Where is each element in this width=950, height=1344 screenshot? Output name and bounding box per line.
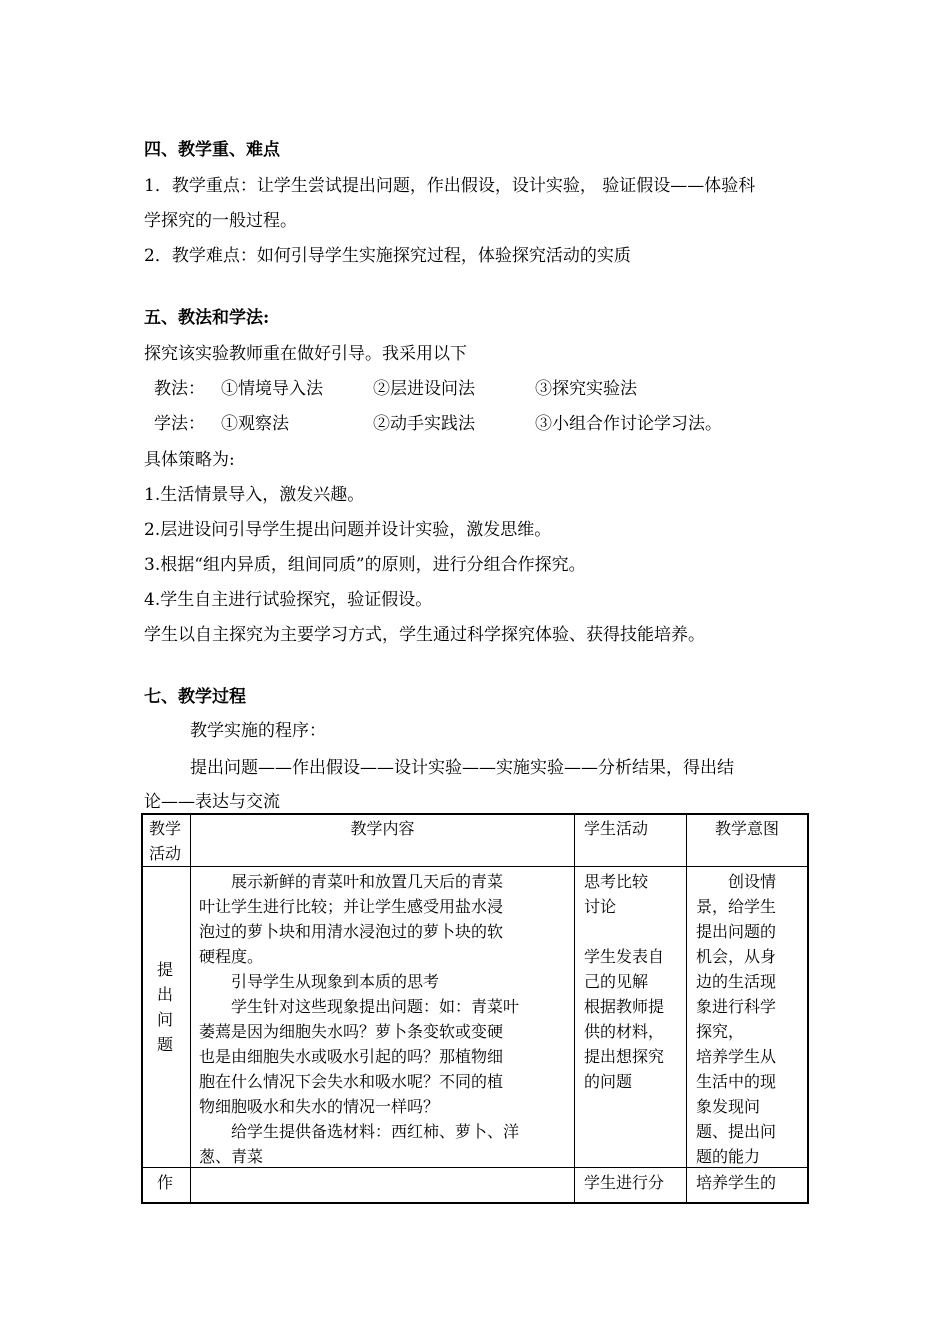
row1-content-line: 物细胞吸水和失水的情况一样吗？	[199, 1097, 440, 1116]
header-student: 学生活动	[584, 819, 649, 838]
row1-intent-line: 边的生活现	[696, 972, 777, 991]
learning-method-3: ③小组合作讨论学习法。	[535, 414, 722, 434]
row1-intent-line: 提出问题的	[696, 922, 777, 941]
header-activity-line-2: 活动	[149, 844, 182, 863]
teaching-method-3: ③探究实验法	[535, 379, 637, 399]
learning-method-1: ①观察法	[221, 414, 289, 434]
header-activity	[149, 816, 181, 866]
row1-content-line: 展示新鲜的青菜叶和放置几天后的青菜	[199, 872, 504, 891]
row1-intent-line: 创设情	[696, 872, 777, 891]
row1-intent	[696, 869, 776, 1169]
table-col-divider-3	[686, 813, 687, 1204]
row1-student-line: 供的材料，	[584, 1022, 665, 1041]
row1-content-line: 葱、青菜	[199, 1147, 264, 1166]
row2-student: 学生进行分	[584, 1173, 665, 1192]
row1-content-line: 胞在什么情况下会失水和吸水呢？不同的植	[199, 1072, 504, 1091]
table-border-top	[141, 813, 809, 815]
row1-student-bottom	[584, 944, 664, 1094]
row1-intent-line: 题的能力	[696, 1147, 761, 1166]
row1-student-line: 学生发表自	[584, 947, 665, 966]
row1-intent-line: 象发现问	[696, 1097, 761, 1116]
row1-activity-char: 出	[157, 985, 174, 1004]
methods-summary: 学生以自主探究为主要学习方式，学生通过科学探究体验、获得技能培养。	[144, 625, 705, 645]
teaching-methods-label: 教法：	[154, 379, 205, 399]
row1-intent-line: 象进行科学	[696, 997, 777, 1016]
teaching-method-2: ②层进设问法	[373, 379, 475, 399]
procedure-line-2: 论——表达与交流	[144, 792, 280, 812]
process-table	[141, 813, 809, 1204]
row1-activity-char: 题	[157, 1035, 174, 1054]
table-border-left	[141, 813, 143, 1204]
row1-student-line: 提出想探究	[584, 1047, 665, 1066]
table-border-right	[807, 813, 809, 1204]
row1-intent-line: 题、提出问	[696, 1122, 777, 1141]
key-point-line-1: 1．教学重点：让学生尝试提出问题，作出假设，设计实验， 验证假设——体验科	[144, 176, 756, 196]
section-7-title: 七、教学过程	[144, 687, 246, 707]
header-intent: 教学意图	[714, 819, 779, 838]
row1-student-line: 的问题	[584, 1072, 633, 1091]
row1-intent-line: 机会，从身	[696, 947, 777, 966]
table-header-divider	[141, 866, 809, 867]
row1-content-line: 学生针对这些现象提出问题：如：青菜叶	[199, 997, 520, 1016]
row1-content-line: 硬程度。	[199, 947, 264, 966]
section-4-title: 四、教学重、难点	[144, 140, 280, 160]
row1-student-line: 讨论	[584, 897, 617, 916]
strategy-title: 具体策略为:	[144, 450, 235, 470]
header-content: 教学内容	[350, 819, 415, 838]
row1-content-line: 叶让学生进行比较；并让学生感受用盐水浸	[199, 897, 504, 916]
difficulty-line: 2．教学难点：如何引导学生实施探究过程，体验探究活动的实质	[144, 246, 631, 266]
section-5-title: 五、教法和学法:	[144, 308, 270, 328]
row1-student-top	[584, 869, 648, 919]
row1-content	[199, 869, 519, 1169]
row1-activity-char: 提	[157, 960, 174, 979]
row1-activity	[157, 957, 173, 1057]
teaching-method-1: ①情境导入法	[221, 379, 323, 399]
strategy-item-1: 1.生活情景导入，激发兴趣。	[144, 485, 365, 505]
row1-content-line: 给学生提供备选材料：西红柿、萝卜、洋	[199, 1122, 520, 1141]
row1-content-line: 引导学生从现象到本质的思考	[199, 972, 440, 991]
row1-content-line: 也是由细胞失水或吸水引起的吗？那植物细	[199, 1047, 504, 1066]
row1-content-line: 萎蔫是因为细胞失水吗？萝卜条变软或变硬	[199, 1022, 504, 1041]
learning-methods-label: 学法：	[154, 414, 205, 434]
table-border-bottom	[141, 1202, 809, 1204]
strategy-item-2: 2.层进设问引导学生提出问题并设计实验，激发思维。	[144, 520, 552, 540]
row1-intent-line: 探究，	[696, 1022, 745, 1041]
row1-student-line: 己的见解	[584, 972, 649, 991]
strategy-item-3: 3.根据“组内异质，组间同质”的原则，进行分组合作探究。	[144, 555, 586, 575]
key-point-line-2: 学探究的一般过程。	[144, 211, 297, 231]
row1-student-line: 思考比较	[584, 872, 649, 891]
header-activity-line-1: 教学	[149, 819, 182, 838]
table-col-divider-2	[574, 813, 575, 1204]
methods-intro: 探究该实验教师重在做好引导。我采用以下	[144, 344, 467, 364]
row2-activity: 作	[157, 1173, 174, 1192]
row1-activity-char: 问	[157, 1010, 174, 1029]
row2-intent: 培养学生的	[696, 1173, 777, 1192]
row1-content-line: 泡过的萝卜块和用清水浸泡过的萝卜块的软	[199, 922, 504, 941]
procedure-label: 教学实施的程序：	[190, 721, 326, 741]
row1-intent-line: 培养学生从	[696, 1047, 777, 1066]
table-col-divider-1	[190, 813, 191, 1204]
row1-intent-line: 景，给学生	[696, 897, 777, 916]
procedure-line-1: 提出问题——作出假设——设计实验——实施实验——分析结果，得出结	[190, 758, 734, 778]
row1-student-line: 根据教师提	[584, 997, 665, 1016]
row1-intent-line: 生活中的现	[696, 1072, 777, 1091]
strategy-item-4: 4.学生自主进行试验探究，验证假设。	[144, 590, 433, 610]
learning-method-2: ②动手实践法	[373, 414, 475, 434]
